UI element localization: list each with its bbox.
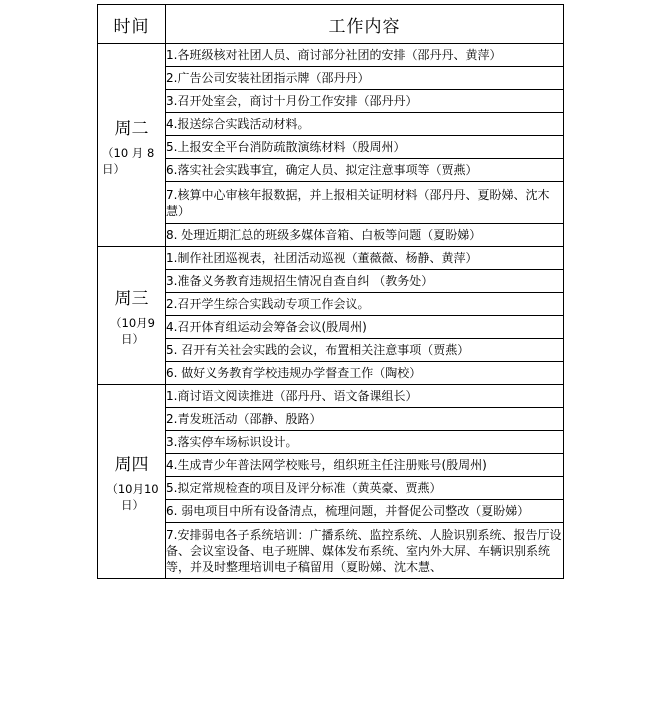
day-date: （10月9日） <box>110 316 155 346</box>
table-row <box>98 477 564 500</box>
table-row <box>98 44 564 67</box>
task-cell: 6. 弱电项目中所有设备清点，梳理问题，并督促公司整改（夏盼娣） <box>166 500 564 523</box>
table-row <box>98 67 564 90</box>
task-cell: 3.召开处室会，商讨十月份工作安排（邵丹丹） <box>166 90 564 113</box>
task-cell: 8. 处理近期汇总的班级多媒体音箱、白板等问题（夏盼娣） <box>166 224 564 247</box>
task-cell: 2.广告公司安装社团指示牌（邵丹丹） <box>166 67 564 90</box>
day-date: （10月10日） <box>106 482 159 512</box>
table-row <box>98 316 564 339</box>
table-row <box>98 182 564 224</box>
day-name: 周四 <box>114 455 149 475</box>
task-cell: 1.商讨语文阅读推进（邵丹丹、语文备课组长） <box>166 385 564 408</box>
task-cell: 3.准备义务教育违规招生情况自查自纠 （教务处） <box>166 270 564 293</box>
table-row <box>98 362 564 385</box>
header-content: 工作内容 <box>166 5 564 44</box>
task-cell: 1.制作社团巡视表，社团活动巡视（董薇薇、杨静、黄萍） <box>166 247 564 270</box>
day-date: （10 月 8 日） <box>102 145 155 176</box>
table-row <box>98 247 564 270</box>
task-cell: 6.落实社会实践事宜，确定人员、拟定注意事项等（贾燕） <box>166 159 564 182</box>
task-cell: 1.各班级核对社团人员、商讨部分社团的安排（邵丹丹、黄萍） <box>166 44 564 67</box>
day-cell-thursday <box>98 385 166 579</box>
task-cell: 3.落实停车场标识设计。 <box>166 431 564 454</box>
task-cell: 7.核算中心审核年报数据，并上报相关证明材料（邵丹丹、夏盼娣、沈木慧） <box>166 182 564 224</box>
table-row <box>98 408 564 431</box>
task-cell: 4.生成青少年普法网学校账号，组织班主任注册账号(殷周州) <box>166 454 564 477</box>
day-name: 周三 <box>114 289 149 309</box>
task-cell: 4.报送综合实践活动材料。 <box>166 113 564 136</box>
task-cell: 2.召开学生综合实践动专项工作会议。 <box>166 293 564 316</box>
day-cell-wednesday <box>98 247 166 385</box>
task-cell: 2.青发班活动（邵静、殷路） <box>166 408 564 431</box>
table-row <box>98 159 564 182</box>
header-row <box>98 5 564 44</box>
task-cell: 4.召开体育组运动会筹备会议(殷周州) <box>166 316 564 339</box>
table-row <box>98 90 564 113</box>
task-cell: 7.安排弱电各子系统培训：广播系统、监控系统、人脸识别系统、报告厅设备、会议室设备、电子班牌、媒体发布系统、室内外大屏、车辆识别系统等，并及时整理培训电子稿留用（夏盼娣、沈木慧、 <box>166 523 564 579</box>
header-time: 时间 <box>98 5 166 44</box>
task-cell: 5. 召开有关社会实践的会议，布置相关注意事项（贾燕） <box>166 339 564 362</box>
task-cell: 5.拟定常规检查的项目及评分标准（黄英豪、贾燕） <box>166 477 564 500</box>
task-cell: 5.上报安全平台消防疏散演练材料（殷周州） <box>166 136 564 159</box>
table-row <box>98 224 564 247</box>
task-cell: 6. 做好义务教育学校违规办学督查工作（陶校） <box>166 362 564 385</box>
schedule-table <box>97 4 564 579</box>
table-row <box>98 270 564 293</box>
table-row <box>98 293 564 316</box>
table-row <box>98 454 564 477</box>
table-row <box>98 339 564 362</box>
table-row <box>98 136 564 159</box>
day-cell-tuesday <box>98 44 166 247</box>
day-name: 周二 <box>114 118 149 139</box>
table-row <box>98 385 564 408</box>
table-row <box>98 500 564 523</box>
table-row <box>98 113 564 136</box>
table-row <box>98 431 564 454</box>
table-row <box>98 523 564 579</box>
